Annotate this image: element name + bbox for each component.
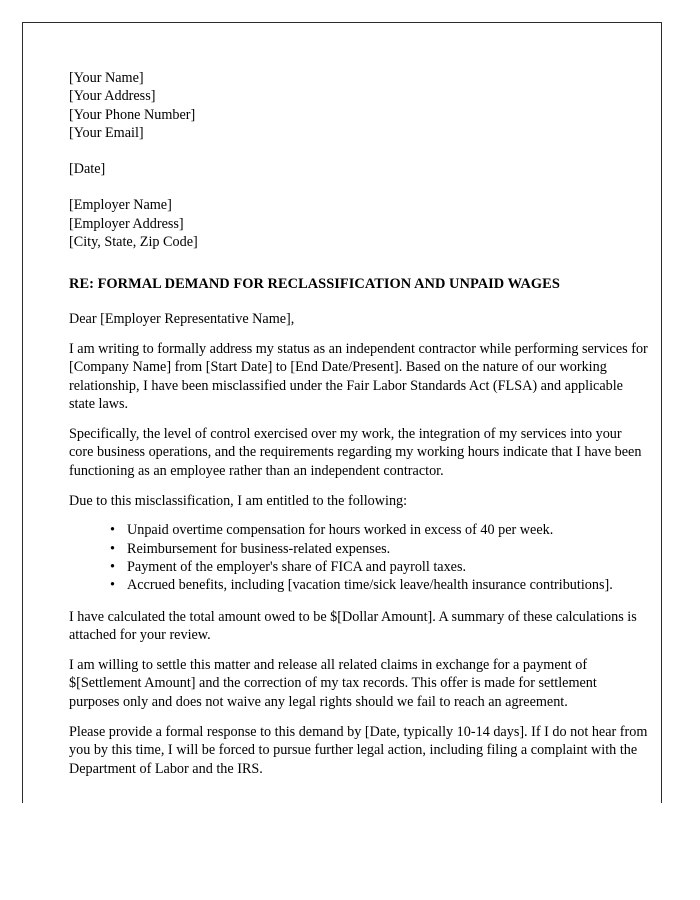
salutation: Dear [Employer Representative Name], — [69, 310, 295, 327]
list-item — [110, 558, 649, 576]
sender-address: [Your Address] — [69, 88, 156, 105]
paragraph-response-deadline: Please provide a formal response to this demand by [Date, typically 10-14 days]. If I do not hear from you by this time, I will be forced to pursue further legal action, including filing a complaint with the Department of Labor and the IRS. — [69, 724, 648, 777]
sender-email: [Your Email] — [69, 124, 144, 141]
paragraph-total-owed: I have calculated the total amount owed to be $[Dollar Amount]. A summary of these calculations is attached for your review. — [69, 608, 637, 643]
recipient-address: [Employer Address] — [69, 215, 184, 232]
spacer-before-list — [69, 510, 649, 521]
document-page — [22, 22, 662, 882]
spacer-after-sender — [69, 142, 649, 160]
subject-line: RE: FORMAL DEMAND FOR RECLASSIFICATION AND UNPAID WAGES — [69, 276, 560, 293]
list-item — [110, 540, 649, 558]
bullet-icon: • — [110, 558, 115, 575]
paragraph-control-factors: Specifically, the level of control exercised over my work, the integration of my services into your core business operations, and the requirements regarding my working hours indicate that I have been functioning as an employee rather than an independent contractor. — [69, 426, 642, 479]
page-bottom-clip — [0, 803, 700, 900]
spacer-after-subject — [69, 294, 649, 310]
recipient-city-state-zip: [City, State, Zip Code] — [69, 234, 198, 251]
spacer-after-list — [69, 595, 649, 608]
list-item-text: Reimbursement for business-related expenses. — [127, 540, 391, 557]
spacer-after-date — [69, 178, 649, 196]
sender-address-block — [69, 69, 649, 142]
bullet-icon: • — [110, 577, 115, 594]
list-item — [110, 521, 649, 539]
recipient-name: [Employer Name] — [69, 197, 172, 214]
date-block — [69, 160, 649, 178]
list-item-text: Payment of the employer's share of FICA and payroll taxes. — [127, 558, 467, 575]
paragraph-list-intro: Due to this misclassification, I am entitled to the following: — [69, 493, 408, 510]
spacer-after-salutation — [69, 328, 649, 340]
recipient-address-block — [69, 196, 649, 251]
spacer-p4 — [69, 711, 649, 723]
list-item-text: Accrued benefits, including [vacation time/sick leave/health insurance contributions]. — [127, 577, 613, 594]
date-line: [Date] — [69, 161, 106, 178]
sender-name: [Your Name] — [69, 70, 144, 86]
spacer-p1 — [69, 413, 649, 425]
list-item — [110, 576, 649, 594]
sender-phone: [Your Phone Number] — [69, 106, 196, 123]
list-item-text: Unpaid overtime compensation for hours worked in excess of 40 per week. — [127, 522, 554, 539]
bullet-icon: • — [110, 522, 115, 539]
paragraph-settlement-offer: I am willing to settle this matter and release all related claims in exchange for a payment of $[Settlement Amount] and the correction of my tax records. This offer is made for settlement purposes only and does not waive any legal rights should we fail to reach an agreement. — [69, 657, 597, 710]
spacer-p2 — [69, 480, 649, 492]
spacer-p3 — [69, 644, 649, 656]
spacer-before-subject — [69, 251, 649, 275]
bullet-icon: • — [110, 540, 115, 557]
letter-content — [69, 69, 649, 778]
paragraph-intro: I am writing to formally address my status as an independent contractor while performing services for [Company Name] from [Start Date] to [End Date/Present]. Based on the nature of our working relationship, I have been misclassified under the Fair Labor Standards Act (FLSA) and applicable state laws. — [69, 340, 648, 412]
entitlements-list — [69, 521, 649, 594]
